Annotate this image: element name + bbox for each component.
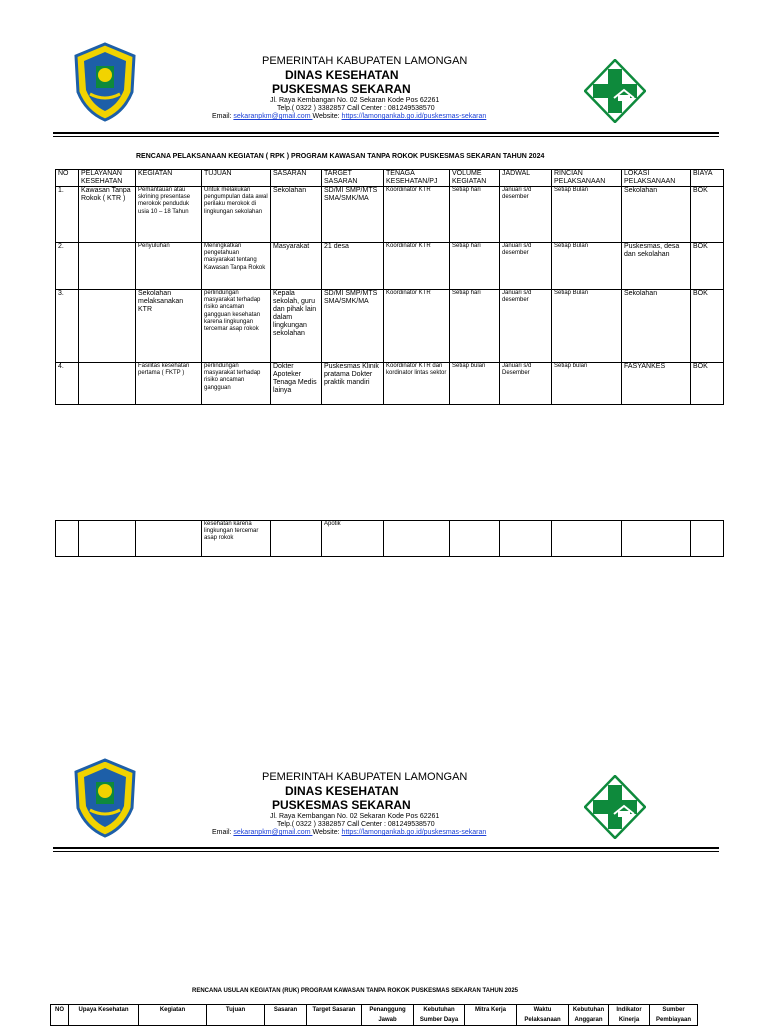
table-cell: 3. <box>56 290 79 363</box>
table-cell: BOK <box>691 290 724 363</box>
table-header-row <box>56 170 724 187</box>
table-cell: 4. <box>56 363 79 405</box>
header-contacts <box>212 113 486 120</box>
table-cell: Sekolahan melaksanakan KTR <box>136 290 202 363</box>
table-cell: perlindungan masyarakat terhadap risiko ancaman gangguan kesehatan karena lingkungan tercemar asap rokok <box>202 290 271 363</box>
table-cell: BOK <box>691 363 724 405</box>
table-cell <box>271 521 322 557</box>
table-cell <box>552 521 622 557</box>
table-cell: 21 desa <box>322 243 384 290</box>
header-line-1: PEMERINTAH KABUPATEN LAMONGAN <box>262 55 468 67</box>
table-cell <box>79 363 136 405</box>
table-cell: Sekolahan <box>622 187 691 243</box>
table-cell: Koordinator KTR <box>384 290 450 363</box>
table-cell: Apotik <box>322 521 384 557</box>
table-cell <box>79 290 136 363</box>
table-cell: Masyarakat <box>271 243 322 290</box>
table-cell: kesehatan karena lingkungan tercemar asap rokok <box>202 521 271 557</box>
puskesmas-cross-icon <box>584 775 646 839</box>
table-cell: Setiap hari <box>450 290 500 363</box>
table-cell: 2. <box>56 243 79 290</box>
table-cell <box>79 521 136 557</box>
table-cell: Koordinator KTR <box>384 187 450 243</box>
table-cell: 1. <box>56 187 79 243</box>
table-cell: Januari s/d Desember <box>500 363 552 405</box>
table-cell: Setiap bulan <box>552 363 622 405</box>
website-label: Website: <box>312 113 342 120</box>
table-cell: Penyuluhan <box>136 243 202 290</box>
table-cell: Kawasan Tanpa Rokok ( KTR ) <box>79 187 136 243</box>
header-line-2: DINAS KESEHATAN <box>285 68 399 82</box>
header-line-3: PUSKESMAS SEKARAN <box>272 798 411 812</box>
table-header-row <box>51 1005 698 1026</box>
puskesmas-cross-icon <box>584 59 646 123</box>
table-cell: BOK <box>691 187 724 243</box>
header-rule-thin <box>53 851 719 852</box>
column-header: Mitra Kerja <box>465 1005 517 1026</box>
column-header: VOLUME KEGIATAN <box>450 170 500 187</box>
website-link[interactable]: https://lamongankab.go.id/puskesmas-sekaran <box>341 829 487 836</box>
table-cell: FASYANKES <box>622 363 691 405</box>
column-header: TUJUAN <box>202 170 271 187</box>
table-cell: Koordinator KTR <box>384 243 450 290</box>
column-header: Waktu Pelaksanaan <box>517 1005 569 1026</box>
table-row <box>56 521 724 557</box>
lamongan-crest-icon <box>74 42 136 122</box>
header-rule <box>53 847 719 849</box>
table-cell: Meningkatkan pengetahuan masyarakat tentang Kawasan Tanpa Rokok <box>202 243 271 290</box>
table-cell: Untuk melakukan pengumpulan data awal perilaku merokok di lingkungan sekolahan <box>202 187 271 243</box>
header-phone: Telp.( 0322 ) 3382857 Call Center : 081249538570 <box>277 821 435 828</box>
table-row <box>56 187 724 243</box>
table-cell: Dokter Apoteker Tenaga Medis lainya <box>271 363 322 405</box>
website-link[interactable]: https://lamongankab.go.id/puskesmas-sekaran <box>341 113 487 120</box>
table-cell <box>500 521 552 557</box>
column-header: Penanggung Jawab <box>362 1005 414 1026</box>
header-line-1: PEMERINTAH KABUPATEN LAMONGAN <box>262 771 468 783</box>
table-row <box>56 243 724 290</box>
column-header: SASARAN <box>271 170 322 187</box>
table-cell: Koordinator KTR dan kordinator lintas sektor <box>384 363 450 405</box>
column-header: Tujuan <box>207 1005 265 1026</box>
column-header: Indikator Kinerja <box>609 1005 650 1026</box>
ruk-title: RENCANA USULAN KEGIATAN (RUK) PROGRAM KAWASAN TANPA ROKOK PUSKESMAS SEKARAN TAHUN 2025 <box>192 988 519 994</box>
table-cell <box>384 521 450 557</box>
rpk-title: RENCANA PELAKSANAAN KEGIATAN ( RPK ) PROGRAM KAWASAN TANPA ROKOK PUSKESMAS SEKARAN TAHUN 2024 <box>136 153 545 160</box>
table-cell: Kepala sekolah, guru dan pihak lain dalam lingkungan sekolahan <box>271 290 322 363</box>
column-header: TARGET SASARAN <box>322 170 384 187</box>
column-header: PELAYANAN KESEHATAN <box>79 170 136 187</box>
table-row <box>56 363 724 405</box>
table-cell: Sekolahan <box>271 187 322 243</box>
column-header: Target Sasaran <box>307 1005 362 1026</box>
column-header: Kebutuhan Anggaran <box>569 1005 609 1026</box>
header-phone: Telp.( 0322 ) 3382857 Call Center : 081249538570 <box>277 105 435 112</box>
header-line-3: PUSKESMAS SEKARAN <box>272 82 411 96</box>
table-row <box>56 290 724 363</box>
column-header: Sumber Pembiayaan <box>650 1005 698 1026</box>
column-header: LOKASI PELAKSANAAN <box>622 170 691 187</box>
table-cell: Setiap hari <box>450 187 500 243</box>
table-cell <box>450 521 500 557</box>
email-label: Email: <box>212 829 234 836</box>
column-header: TENAGA KESEHATAN/PJ <box>384 170 450 187</box>
header-contacts <box>212 829 486 836</box>
rpk-table <box>55 169 724 405</box>
column-header: Sasaran <box>265 1005 307 1026</box>
ruk-table <box>50 1004 698 1026</box>
header-address: Jl. Raya Kembangan No. 02 Sekaran Kode Pos 62261 <box>270 97 440 104</box>
table-cell: SD/MI SMP/MTS SMA/SMK/MA <box>322 290 384 363</box>
column-header: Kebutuhan Sumber Daya <box>414 1005 465 1026</box>
table-cell: perlindungan masyarakat terhadap risiko ancaman gangguan <box>202 363 271 405</box>
email-link[interactable]: sekaranpkm@gmail.com <box>233 113 313 120</box>
column-header: Upaya Kesehatan <box>69 1005 139 1026</box>
table-cell: Setiap Bulan <box>552 290 622 363</box>
table-cell: Januari s/d desember <box>500 290 552 363</box>
column-header: BIAYA <box>691 170 724 187</box>
table-cell: Puskesmas, desa dan sekolahan <box>622 243 691 290</box>
table-cell: SD/MI SMP/MTS SMA/SMK/MA <box>322 187 384 243</box>
table-cell <box>691 521 724 557</box>
header-rule <box>53 132 719 134</box>
email-label: Email: <box>212 113 234 120</box>
table-cell: Pemantauan atau skrining presentase merokok penduduk usia 10 – 18 Tahun <box>136 187 202 243</box>
column-header: KEGIATAN <box>136 170 202 187</box>
column-header: NO <box>56 170 79 187</box>
column-header: RINCIAN PELAKSANAAN <box>552 170 622 187</box>
lamongan-crest-icon <box>74 758 136 838</box>
column-header: JADWAL <box>500 170 552 187</box>
table-cell: Setiap bulan <box>450 363 500 405</box>
website-label: Website: <box>312 829 342 836</box>
table-cell: BOK <box>691 243 724 290</box>
table-cell: Setiap Bulan <box>552 243 622 290</box>
table-cell <box>56 521 79 557</box>
table-cell: Puskesmas Klinik pratama Dokter praktik mandiri <box>322 363 384 405</box>
table-cell <box>79 243 136 290</box>
header-line-2: DINAS KESEHATAN <box>285 784 399 798</box>
table-cell: Januari s/d desember <box>500 243 552 290</box>
header-address: Jl. Raya Kembangan No. 02 Sekaran Kode Pos 62261 <box>270 813 440 820</box>
table-cell <box>622 521 691 557</box>
header-rule-thin <box>53 136 719 137</box>
table-cell: Januari s/d desember <box>500 187 552 243</box>
table-cell: Setiap Bulan <box>552 187 622 243</box>
table-cell: Setiap hari <box>450 243 500 290</box>
column-header: NO <box>51 1005 69 1026</box>
rpk-table-continuation <box>55 520 724 557</box>
table-cell <box>136 521 202 557</box>
table-cell: Sekolahan <box>622 290 691 363</box>
column-header: Kegiatan <box>139 1005 207 1026</box>
table-cell: Fasilitas kesehatan pertama ( FKTP ) <box>136 363 202 405</box>
email-link[interactable]: sekaranpkm@gmail.com <box>233 829 313 836</box>
